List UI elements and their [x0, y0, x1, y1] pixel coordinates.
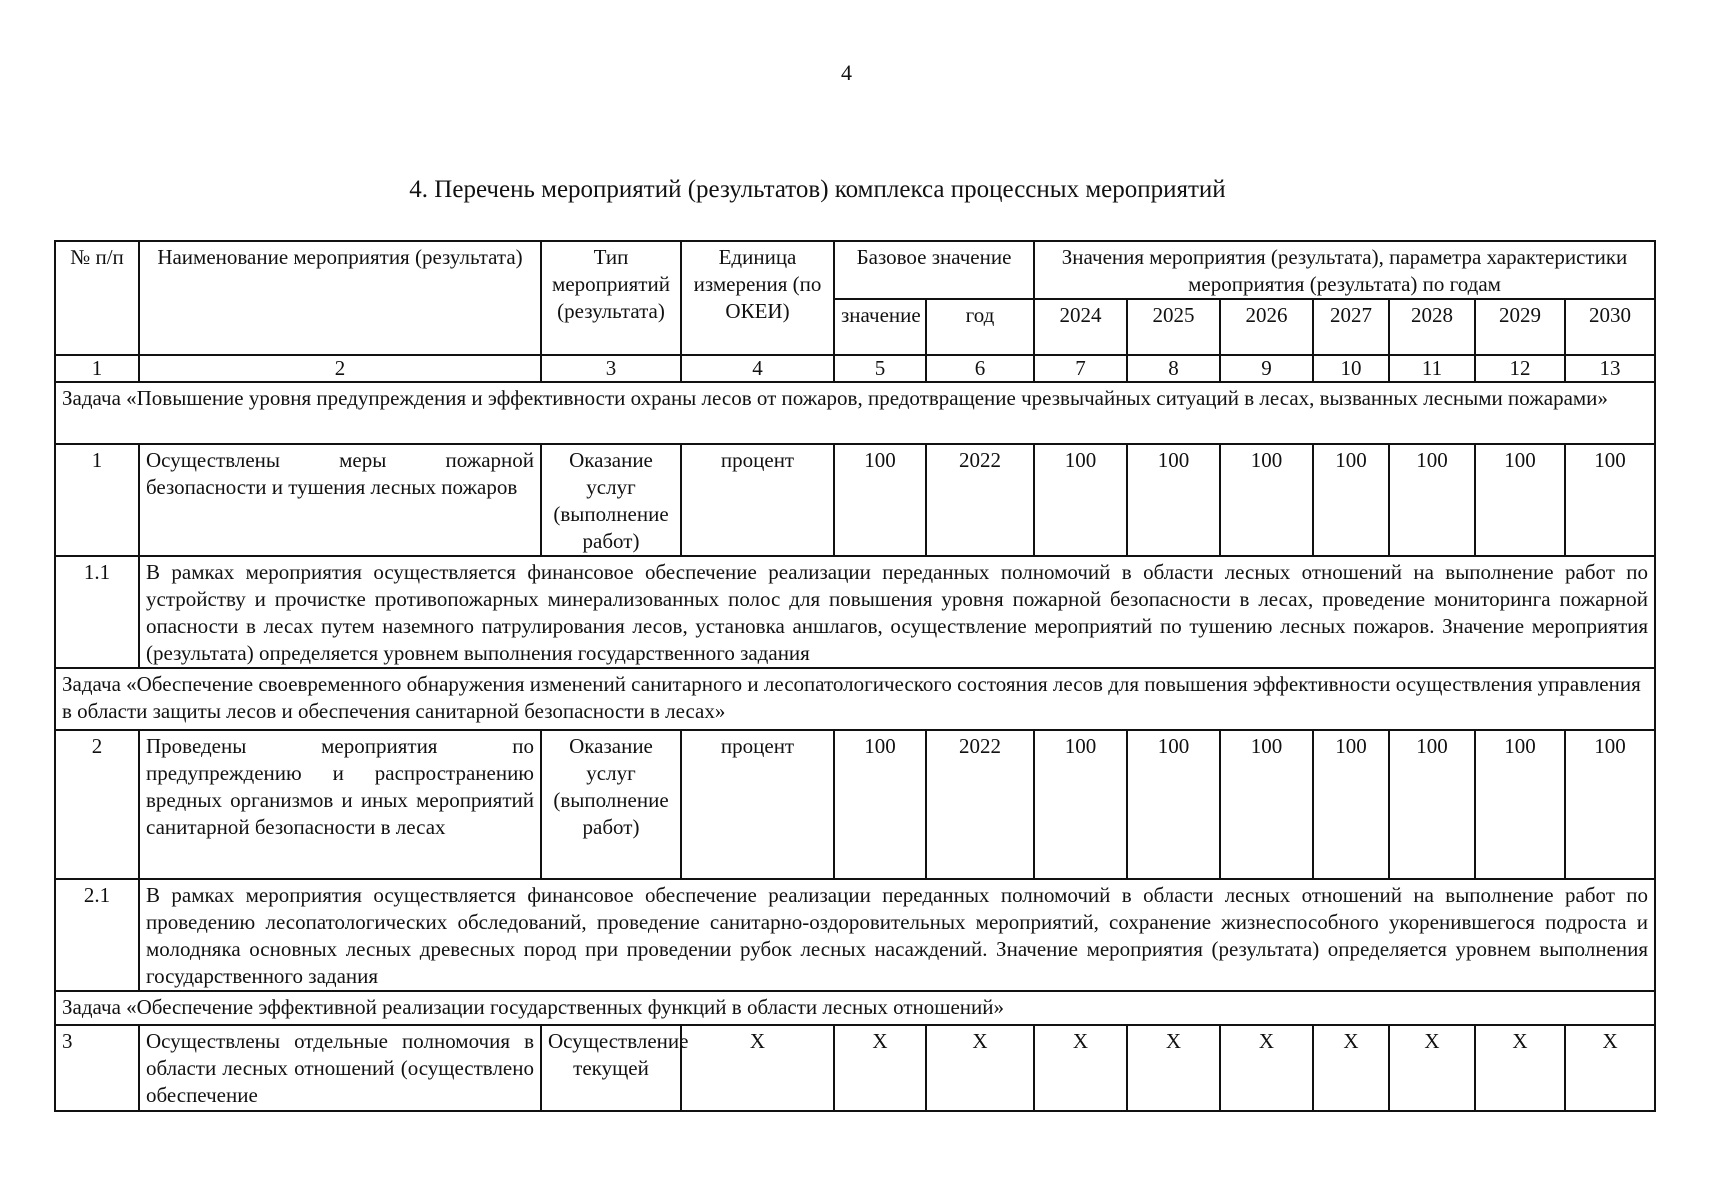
- row-base-year: 2022: [926, 730, 1034, 879]
- header-year: 2026: [1220, 299, 1313, 355]
- header-num: № п/п: [55, 241, 139, 355]
- column-number: 10: [1313, 355, 1389, 382]
- header-base: Базовое значение: [834, 241, 1034, 299]
- task-title: Задача «Повышение уровня предупреждения и эффективности охраны лесов от пожаров, предотвращение чрезвычайных ситуаций в лесах, вызванных лесными пожарами»: [55, 382, 1655, 444]
- note-text: В рамках мероприятия осуществляется финансовое обеспечение реализации переданных полномочий в области лесных отношений на выполнение работ по устройству и прочистке противопожарных минерализованных полос для повышения уровня пожарной безопасности в лесах, проведение мониторинга пожарной опасности в лесах путем наземного патрулирования лесов, установка аншлагов, осуществление мероприятий по тушению лесных пожаров. Значение мероприятия (результата) определяется уровнем выполнения государственного задания: [139, 556, 1655, 668]
- header-year: 2030: [1565, 299, 1655, 355]
- column-number: 2: [139, 355, 541, 382]
- column-number: 3: [541, 355, 681, 382]
- column-number: 12: [1475, 355, 1565, 382]
- row-value: X: [1389, 1025, 1475, 1111]
- column-number: 8: [1127, 355, 1220, 382]
- task-row: [55, 668, 1655, 730]
- row-base-value: X: [834, 1025, 926, 1111]
- column-number: 9: [1220, 355, 1313, 382]
- row-num: 2: [55, 730, 139, 879]
- header-row-1: [55, 241, 1655, 299]
- row-value: 100: [1565, 444, 1655, 556]
- row-base-value: 100: [834, 444, 926, 556]
- column-number: 4: [681, 355, 834, 382]
- row-type: Оказание услуг (выполнение работ): [541, 444, 681, 556]
- row-value: 100: [1034, 730, 1127, 879]
- task-title: Задача «Обеспечение своевременного обнаружения изменений санитарного и лесопатологического состояния лесов для повышения эффективности осуществления управления в области защиты лесов и обеспечения санитарной безопасности в лесах»: [55, 668, 1655, 730]
- row-value: 100: [1475, 444, 1565, 556]
- row-value: X: [1034, 1025, 1127, 1111]
- row-value: 100: [1389, 730, 1475, 879]
- header-values: Значения мероприятия (результата), параметра характеристики мероприятия (результата) по годам: [1034, 241, 1655, 299]
- table-row: [55, 1025, 1655, 1111]
- header-year: 2025: [1127, 299, 1220, 355]
- row-base-value: 100: [834, 730, 926, 879]
- row-type: Осуществление текущей: [541, 1025, 681, 1111]
- header-year: 2029: [1475, 299, 1565, 355]
- page-number: 4: [841, 60, 852, 85]
- row-value: X: [1565, 1025, 1655, 1111]
- row-value: X: [1475, 1025, 1565, 1111]
- header-year: 2024: [1034, 299, 1127, 355]
- row-value: 100: [1127, 444, 1220, 556]
- row-value: 100: [1475, 730, 1565, 879]
- row-num: 1: [55, 444, 139, 556]
- task-row: [55, 991, 1655, 1025]
- row-type: Оказание услуг (выполнение работ): [541, 730, 681, 879]
- row-name: Осуществлены меры пожарной безопасности и тушения лесных пожаров: [139, 444, 541, 556]
- row-value: 100: [1220, 730, 1313, 879]
- row-value: 100: [1127, 730, 1220, 879]
- column-number-row: [55, 355, 1655, 382]
- row-unit: процент: [681, 730, 834, 879]
- note-text: В рамках мероприятия осуществляется финансовое обеспечение реализации переданных полномочий в области лесных отношений на выполнение работ по проведению лесопатологических обследований, проведение санитарно-оздоровительных мероприятий, сохранение жизнеспособного укоренившегося подроста и молодняка основных лесных древесных пород при проведении рубок лесных насаждений. Значение мероприятия (результата) определяется уровнем выполнения государственного задания: [139, 879, 1655, 991]
- header-year: 2028: [1389, 299, 1475, 355]
- column-number: 6: [926, 355, 1034, 382]
- header-type: Тип мероприятий (результата): [541, 241, 681, 355]
- header-unit: Единица измерения (по ОКЕИ): [681, 241, 834, 355]
- note-num: 1.1: [55, 556, 139, 668]
- measures-table: [54, 240, 1656, 1112]
- document-title: 4. Перечень мероприятий (результатов) комплекса процессных мероприятий: [409, 176, 1226, 203]
- note-row: [55, 879, 1655, 991]
- row-value: X: [1313, 1025, 1389, 1111]
- row-value: 100: [1034, 444, 1127, 556]
- row-value: X: [1220, 1025, 1313, 1111]
- column-number: 7: [1034, 355, 1127, 382]
- row-base-year: X: [926, 1025, 1034, 1111]
- table-row: [55, 444, 1655, 556]
- column-number: 13: [1565, 355, 1655, 382]
- table-row: [55, 730, 1655, 879]
- row-num: 3: [55, 1025, 139, 1111]
- column-number: 5: [834, 355, 926, 382]
- row-value: 100: [1565, 730, 1655, 879]
- column-number: 11: [1389, 355, 1475, 382]
- task-title: Задача «Обеспечение эффективной реализации государственных функций в области лесных отношений»: [55, 991, 1655, 1025]
- task-row: [55, 382, 1655, 444]
- row-base-year: 2022: [926, 444, 1034, 556]
- row-value: X: [1127, 1025, 1220, 1111]
- row-name: Осуществлены отдельные полномочия в области лесных отношений (осуществлено обеспечение: [139, 1025, 541, 1111]
- row-value: 100: [1313, 730, 1389, 879]
- row-value: 100: [1313, 444, 1389, 556]
- header-base-year: год: [926, 299, 1034, 355]
- note-row: [55, 556, 1655, 668]
- note-num: 2.1: [55, 879, 139, 991]
- header-year: 2027: [1313, 299, 1389, 355]
- row-name: Проведены мероприятия по предупреждению и распространению вредных организмов и иных мероприятий санитарной безопасности в лесах: [139, 730, 541, 879]
- row-unit: X: [681, 1025, 834, 1111]
- header-name: Наименование мероприятия (результата): [139, 241, 541, 355]
- row-unit: процент: [681, 444, 834, 556]
- header-base-value: значение: [834, 299, 926, 355]
- column-number: 1: [55, 355, 139, 382]
- row-value: 100: [1389, 444, 1475, 556]
- row-value: 100: [1220, 444, 1313, 556]
